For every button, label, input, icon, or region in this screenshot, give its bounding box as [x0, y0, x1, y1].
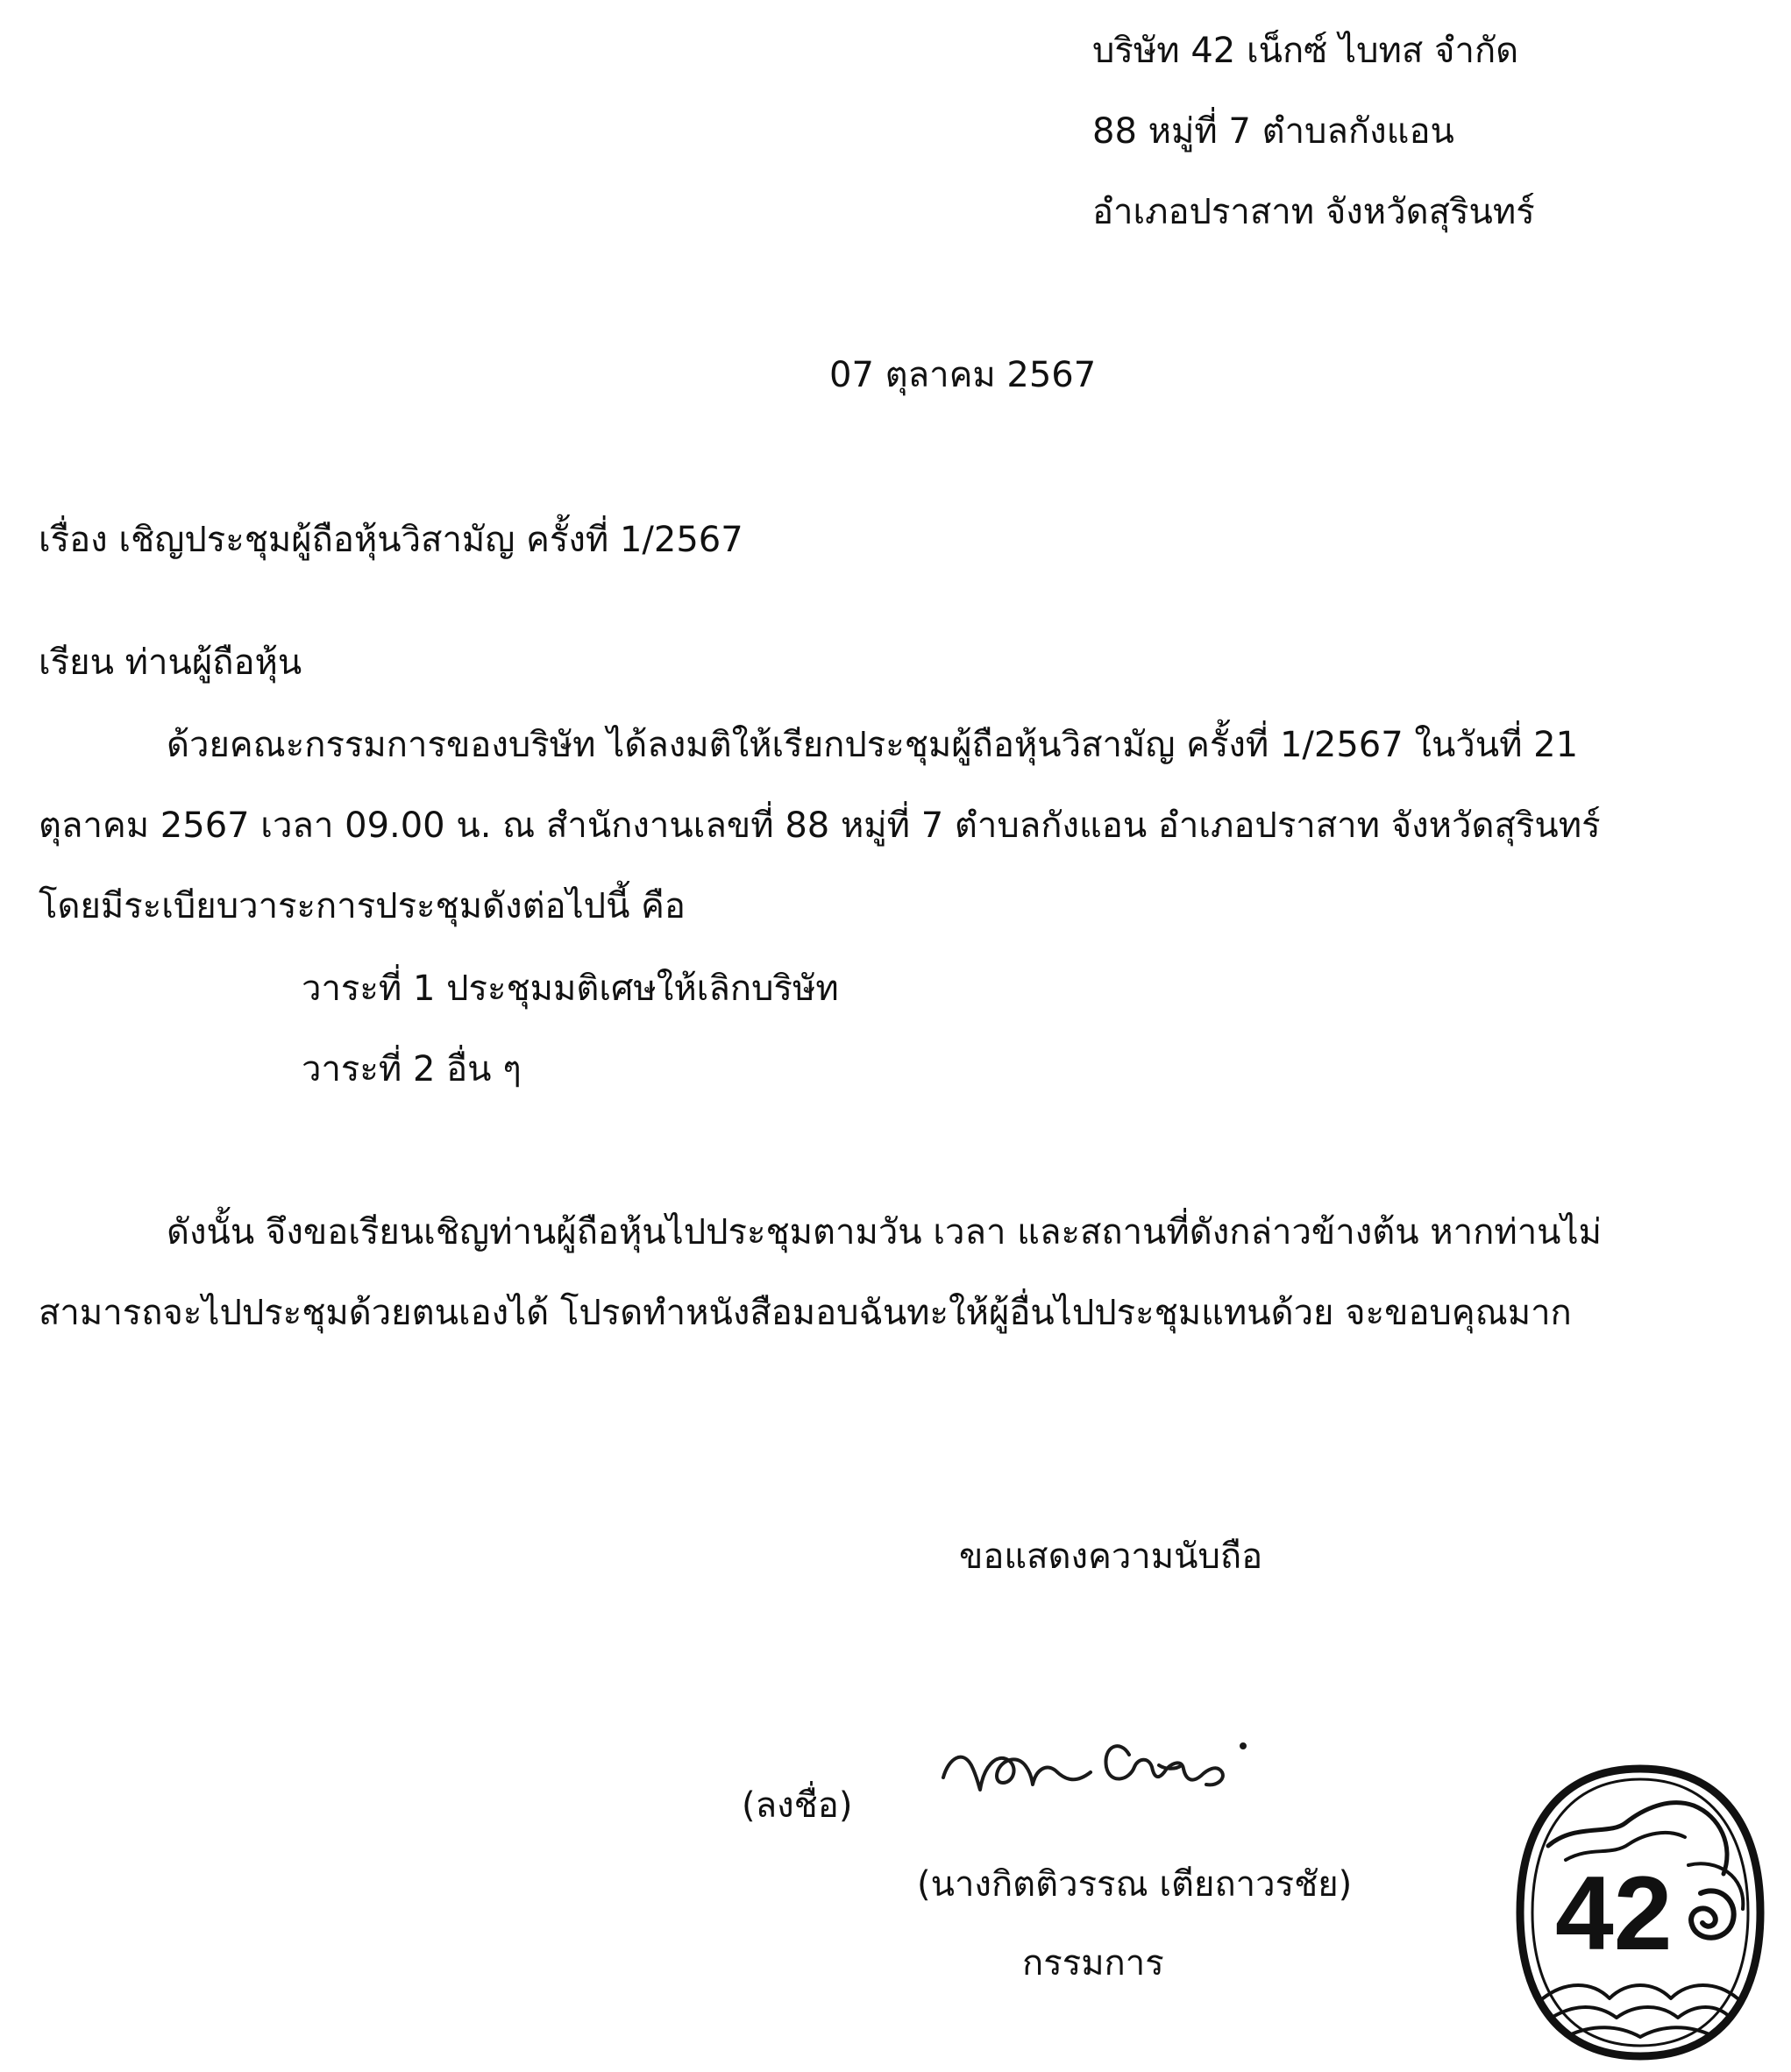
- closing-phrase: ขอแสดงความนับถือ: [959, 1536, 1263, 1577]
- address-line-2: อำเภอปราสาท จังหวัดสุรินทร์: [1092, 192, 1535, 232]
- signer-name: (นางกิตติวรรณ เตียถาวรชัย): [917, 1864, 1353, 1905]
- paragraph-line: ตุลาคม 2567 เวลา 09.00 น. ณ สำนักงานเลขที่ 88 หมู่ที่ 7 ตำบลกังแอน อำเภอปราสาท จังหวัดสุรินทร์: [39, 805, 1601, 846]
- signer-title: กรรมการ: [1022, 1943, 1164, 1983]
- agenda-item: วาระที่ 2 อื่น ๆ: [302, 1049, 522, 1089]
- agenda-item: วาระที่ 1 ประชุมมติเศษให้เลิกบริษัท: [302, 969, 839, 1009]
- paragraph-line: ดังนั้น จึงขอเรียนเชิญท่านผู้ถือหุ้นไปประชุมตามวัน เวลา และสถานที่ดังกล่าวข้างต้น หากท่านไม่: [167, 1212, 1602, 1252]
- address-line-1: 88 หมู่ที่ 7 ตำบลกังแอน: [1092, 111, 1454, 152]
- company-seal: [1513, 1762, 1767, 2063]
- paragraph-line: ด้วยคณะกรรมการของบริษัท ได้ลงมติให้เรียกประชุมผู้ถือหุ้นวิสามัญ ครั้งที่ 1/2567 ในวันที่ 21: [167, 725, 1579, 765]
- letter-date: 07 ตุลาคม 2567: [829, 355, 1097, 395]
- signed-label: (ลงชื่อ): [742, 1785, 853, 1826]
- salutation: เรียน ท่านผู้ถือหุ้น: [39, 642, 302, 683]
- seal-text: 42: [1555, 1855, 1673, 1972]
- handwritten-signature: [927, 1714, 1331, 1820]
- paragraph-line: สามารถจะไปประชุมด้วยตนเองได้ โปรดทำหนังสือมอบฉันทะให้ผู้อื่นไปประชุมแทนด้วย จะขอบคุณมาก: [39, 1293, 1572, 1333]
- paragraph-line: โดยมีระเบียบวาระการประชุมดังต่อไปนี้ คือ: [39, 886, 686, 926]
- letter-subject: เรื่อง เชิญประชุมผู้ถือหุ้นวิสามัญ ครั้งที่ 1/2567: [39, 520, 743, 560]
- company-name: บริษัท 42 เน็กซ์ ไบทส จำกัด: [1092, 31, 1519, 71]
